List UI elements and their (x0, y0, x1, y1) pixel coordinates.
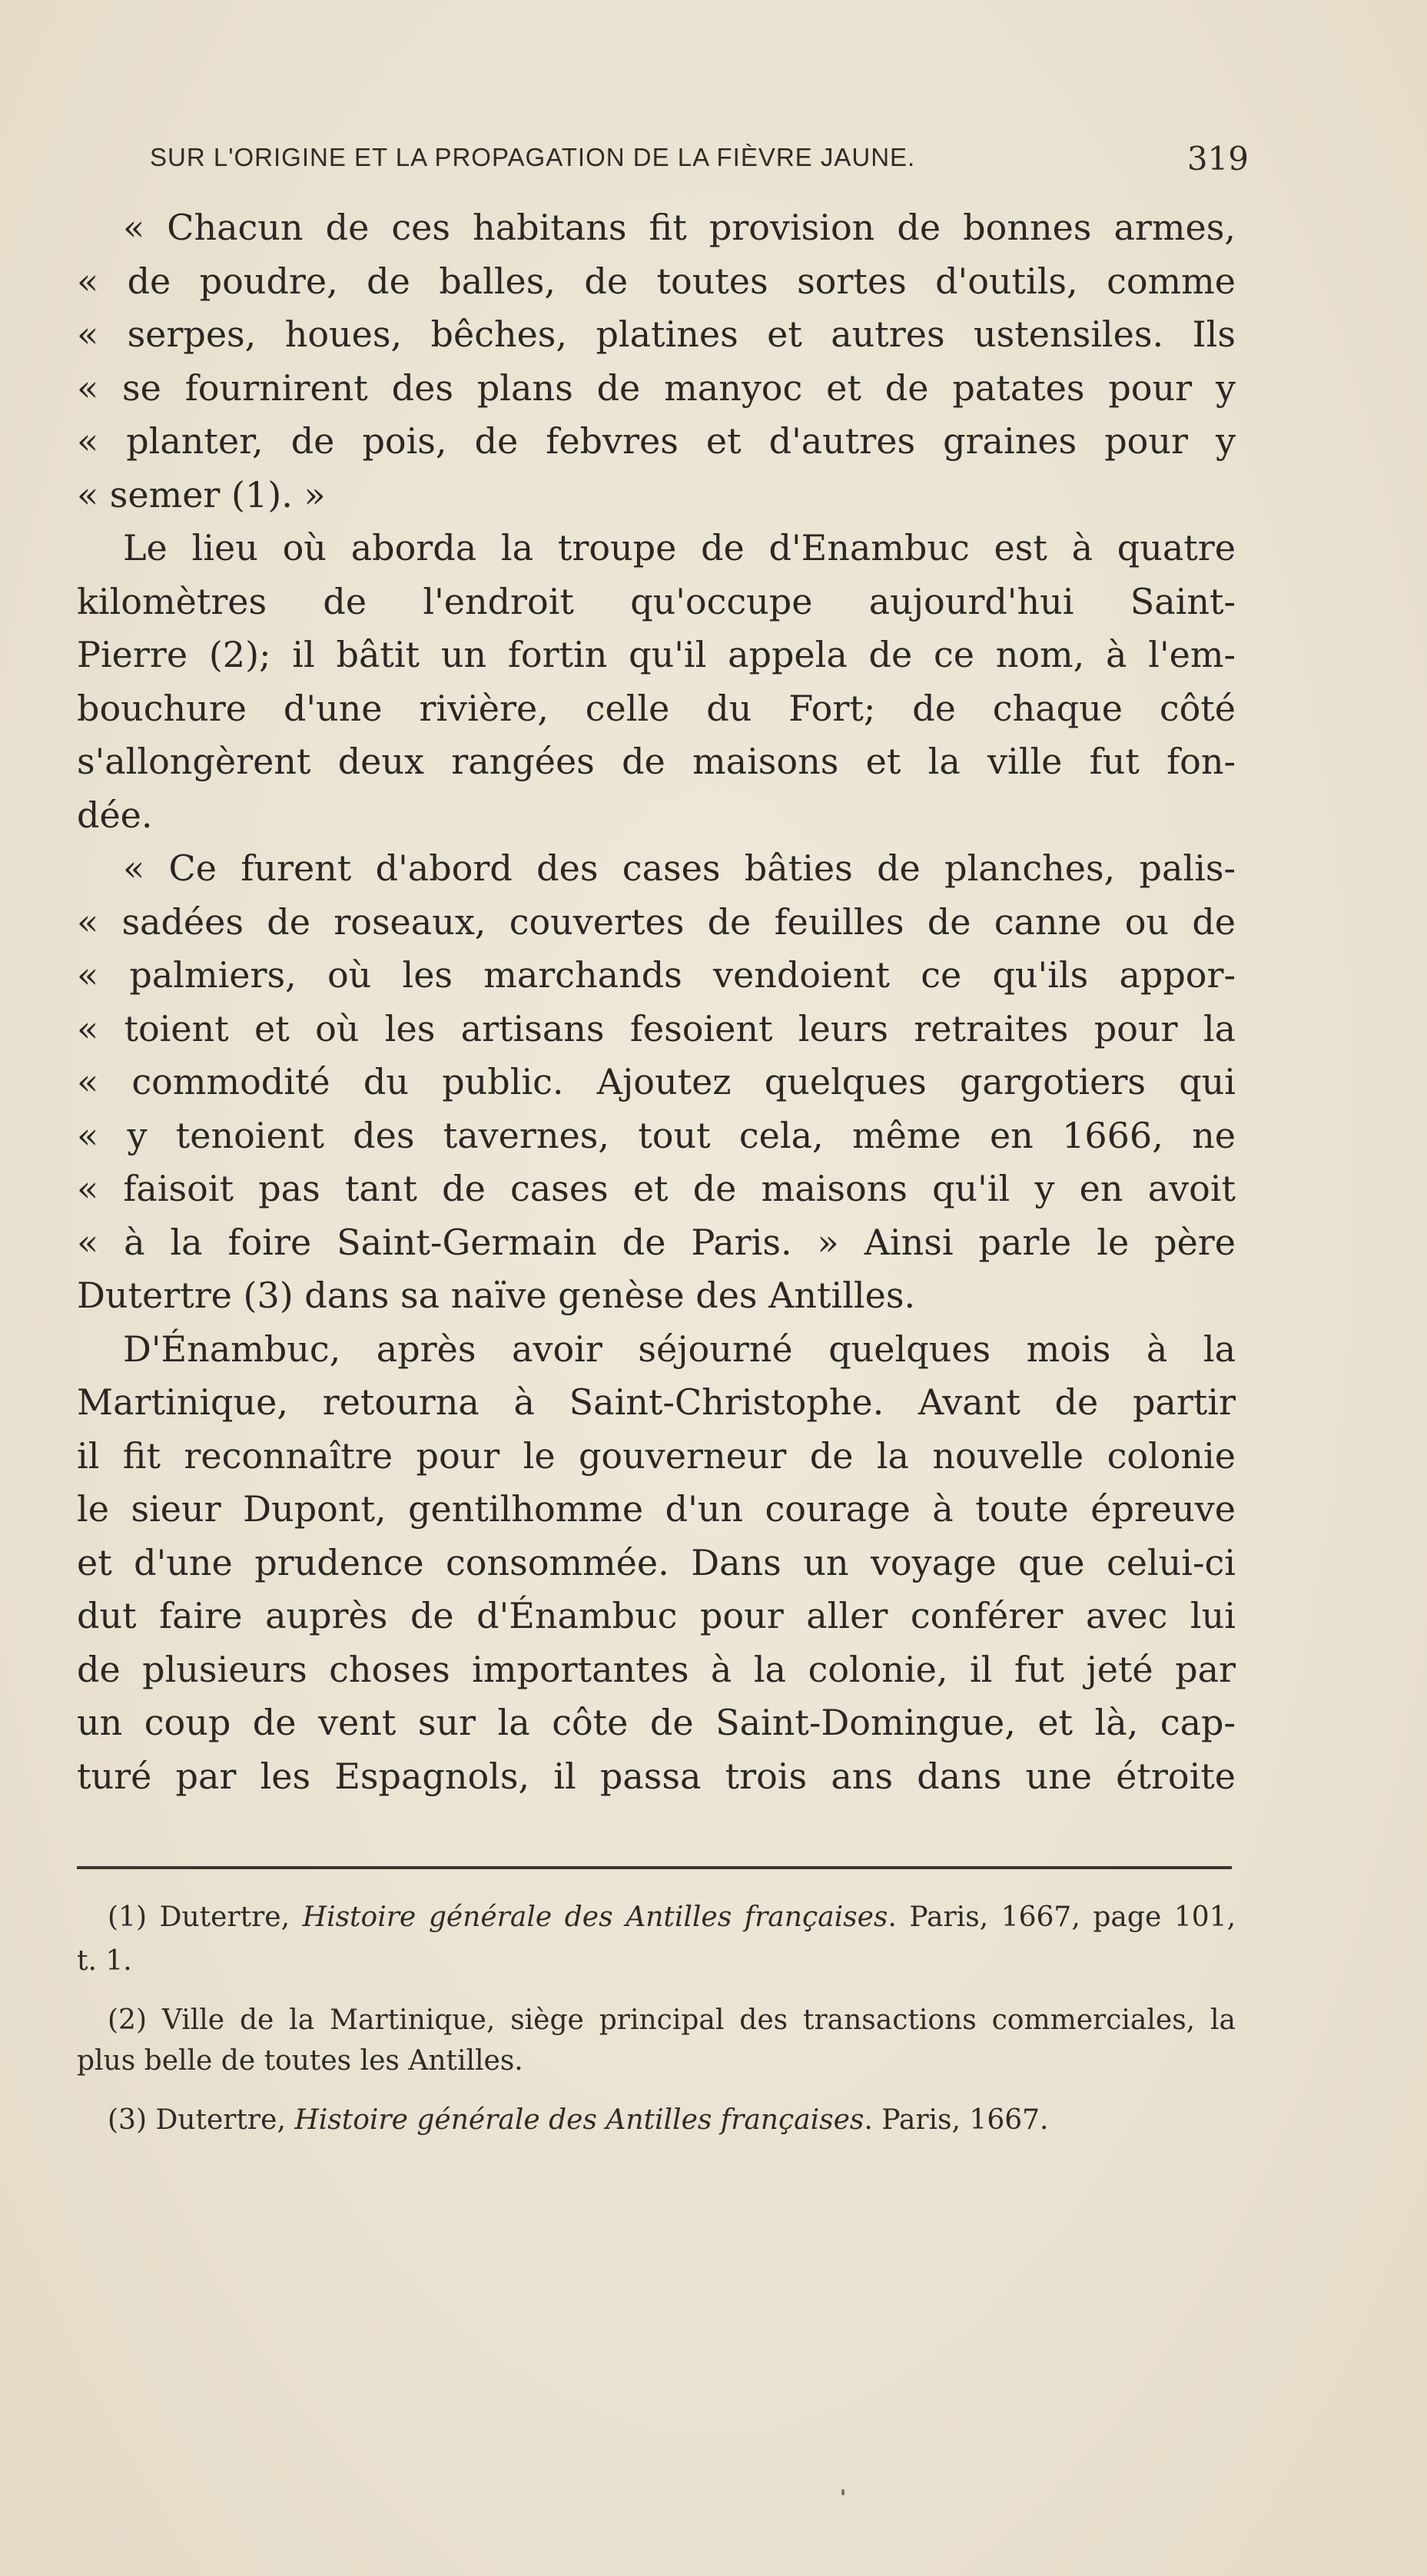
text-line: « sadées de roseaux, couvertes de feuilles de canne ou de (77, 900, 1236, 943)
text-line: Martinique, retourna à Saint-Christophe. Avant de partir (77, 1381, 1236, 1423)
text-line: « planter, de pois, de febvres et d'autres graines pour y (77, 420, 1236, 462)
footnote-1-suffix: . Paris, 1667, page 101, (888, 1901, 1236, 1933)
text-line: « y tenoient des tavernes, tout cela, même en 1666, ne (77, 1114, 1236, 1156)
footnote-3-prefix: (3) Dutertre, (108, 2104, 295, 2136)
text-line: et d'une prudence consommée. Dans un voyage que celui-ci (77, 1541, 1236, 1583)
text-line: Le lieu où aborda la troupe de d'Enambuc est à quatre (123, 527, 1236, 569)
text-line: il fit reconnaître pour le gouverneur de la nouvelle colonie (77, 1434, 1236, 1477)
body-text (77, 201, 1236, 1803)
running-head (150, 140, 1249, 189)
page-number: 319 (1186, 140, 1249, 177)
footnote-1-prefix: (1) Dutertre, (108, 1901, 303, 1933)
text-line: un coup de vent sur la côte de Saint-Domingue, et là, cap- (77, 1702, 1236, 1743)
footnote-1 (77, 1897, 1236, 1938)
text-line: s'allongèrent deux rangées de maisons et la ville fut fon- (77, 741, 1236, 782)
text-line: « Ce furent d'abord des cases bâties de planches, palis- (123, 847, 1236, 889)
footnote-2-line-2: plus belle de toutes les Antilles. (77, 2045, 523, 2077)
text-line: kilomètres de l'endroit qu'occupe aujourd'hui Saint- (77, 580, 1236, 622)
text-line: « se fournirent des plans de manyoc et de patates pour y (77, 366, 1236, 409)
text-line: Dutertre (3) dans sa naïve genèse des Antilles. (77, 1275, 916, 1316)
text-line: de plusieurs choses importantes à la colonie, il fut jeté par (77, 1648, 1236, 1690)
footnote-3-source: Histoire générale des Antilles françaises (294, 2104, 864, 2136)
text-line: « semer (1). » (77, 473, 326, 516)
running-title: SUR L'ORIGINE ET LA PROPAGATION DE LA FIÈVRE JAUNE. (150, 143, 916, 171)
footnote-divider (77, 1866, 1232, 1869)
footnote-1-continuation: t. 1. (77, 1945, 132, 1977)
footnote-2-line-1: (2) Ville de la Martinique, siège principal des transactions commerciales, la (108, 2004, 1236, 2036)
text-line: « commodité du public. Ajoutez quelques gargotiers qui (77, 1061, 1236, 1102)
text-line: turé par les Espagnols, il passa trois ans dans une étroite (77, 1755, 1236, 1797)
text-line: « Chacun de ces habitans fit provision de bonnes armes, (123, 207, 1236, 248)
footnote-1-source: Histoire générale des Antilles françaises (302, 1901, 888, 1933)
footnote-3 (77, 2100, 1236, 2140)
text-line: le sieur Dupont, gentilhomme d'un courage à toute épreuve (77, 1488, 1236, 1530)
text-line: bouchure d'une rivière, celle du Fort; de chaque côté (77, 687, 1236, 729)
text-line: « faisoit pas tant de cases et de maisons qu'il y en avoit (77, 1168, 1236, 1209)
text-line: dée. (77, 794, 153, 836)
footnotes (77, 1897, 1236, 2140)
text-line: « toient et où les artisans fesoient leurs retraites pour la (77, 1007, 1236, 1049)
footnote-3-suffix: . Paris, 1667. (864, 2104, 1049, 2136)
text-line: D'Énambuc, après avoir séjourné quelques mois à la (123, 1328, 1236, 1370)
text-line: dut faire auprès de d'Énambuc pour aller conférer avec lui (77, 1595, 1236, 1636)
text-line: « de poudre, de balles, de toutes sortes d'outils, comme (77, 260, 1236, 302)
paper-speck (841, 2489, 845, 2495)
text-line: Pierre (2); il bâtit un fortin qu'il appela de ce nom, à l'em- (77, 634, 1236, 675)
text-line: « serpes, houes, bêches, platines et autres ustensiles. Ils (77, 313, 1236, 355)
text-line: « à la foire Saint-Germain de Paris. » Ainsi parle le père (77, 1221, 1236, 1263)
text-line: « palmiers, où les marchands vendoient ce qu'ils appor- (77, 954, 1236, 996)
